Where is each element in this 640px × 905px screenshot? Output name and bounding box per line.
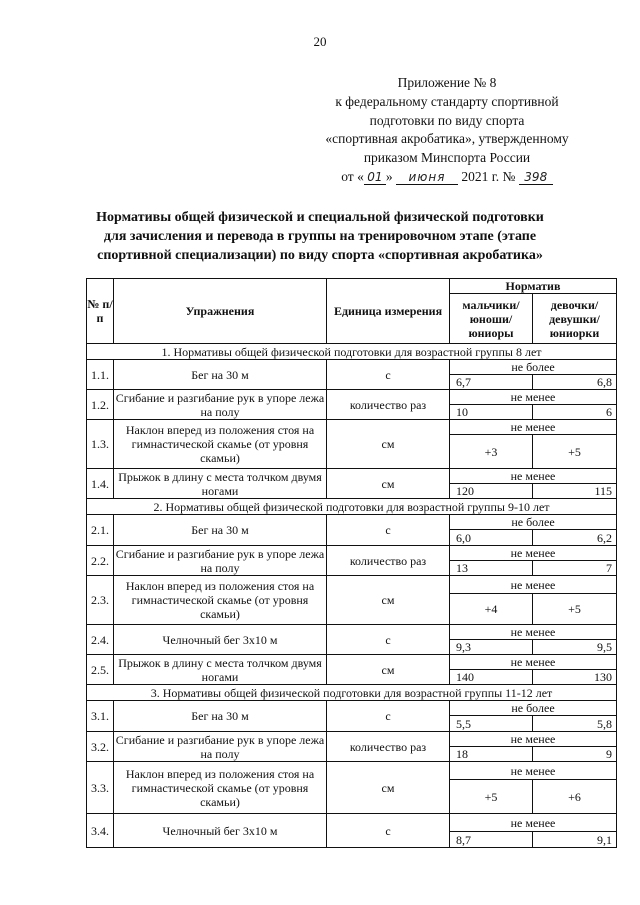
unit: с [327,625,450,655]
table-row [87,732,617,747]
value-girls: 115 [533,484,617,499]
norm-condition: не менее [450,469,617,484]
norm-condition: не менее [450,576,617,594]
norms-table [86,278,617,848]
row-number: 2.2. [87,546,114,576]
date-prefix: от « [341,168,364,184]
exercise-name: Наклон вперед из положения стоя на гимнастической скамье (от уровня скамьи) [114,762,327,814]
exercise-name: Наклон вперед из положения стоя на гимнастической скамье (от уровня скамьи) [114,420,327,469]
table-row [87,625,617,640]
page-number: 20 [313,34,327,49]
norm-condition: не менее [450,762,617,780]
table-row [87,814,617,832]
unit: см [327,469,450,499]
value-boys: 5,5 [450,716,533,732]
value-boys: +5 [450,780,533,814]
norm-condition: не менее [450,655,617,670]
norm-condition: не менее [450,420,617,435]
value-boys: +4 [450,594,533,625]
value-girls: 5,8 [533,716,617,732]
value-boys: 8,7 [450,832,533,848]
value-boys: 140 [450,670,533,685]
norm-condition: не более [450,701,617,716]
value-boys: 6,7 [450,375,533,390]
norm-condition: не менее [450,732,617,747]
exercise-name: Бег на 30 м [114,515,327,546]
norm-condition: не более [450,515,617,530]
value-boys: 6,0 [450,530,533,546]
unit: с [327,814,450,848]
norm-condition: не менее [450,390,617,405]
order-date-line [312,168,582,187]
table-row [87,390,617,405]
row-number: 3.3. [87,762,114,814]
section-title: 1. Нормативы общей физической подготовки для возрастной группы 8 лет [87,344,617,360]
exercise-name: Наклон вперед из положения стоя на гимнастической скамье (от уровня скамьи) [114,576,327,625]
unit: количество раз [327,390,450,420]
exercise-name: Прыжок в длину с места толчком двумя ногами [114,655,327,685]
table-row [87,546,617,561]
exercise-name: Прыжок в длину с места толчком двумя ногами [114,469,327,499]
unit: см [327,655,450,685]
appendix-line-5: приказом Минспорта России [363,150,531,166]
header-norm: Норматив [450,279,617,294]
header-boys: мальчики/ юноши/ юниоры [450,294,533,344]
unit: с [327,701,450,732]
norm-condition: не менее [450,814,617,832]
norm-condition: не менее [450,625,617,640]
date-month-handwritten: июня [396,170,458,185]
appendix-header [312,74,582,187]
appendix-line-1: Приложение № 8 [397,75,497,90]
row-number: 3.2. [87,732,114,762]
table-row [87,701,617,716]
unit: количество раз [327,732,450,762]
row-number: 2.3. [87,576,114,625]
value-girls: 7 [533,561,617,576]
exercise-name: Сгибание и разгибание рук в упоре лежа на полу [114,732,327,762]
unit: см [327,762,450,814]
value-girls: +5 [533,435,617,469]
value-girls: +5 [533,594,617,625]
row-number: 1.3. [87,420,114,469]
row-number: 1.2. [87,390,114,420]
value-girls: 6,8 [533,375,617,390]
date-day-handwritten: 01 [364,170,386,185]
order-number-handwritten: 398 [519,170,553,185]
value-boys: 9,3 [450,640,533,655]
exercise-name: Бег на 30 м [114,701,327,732]
header-num: № п/п [87,279,114,344]
table-row [87,420,617,435]
value-girls: 9 [533,747,617,762]
section-title: 2. Нормативы общей физической подготовки для возрастной группы 9-10 лет [87,499,617,515]
norms-table-body [87,344,617,848]
value-boys: 18 [450,747,533,762]
title-line-3: спортивной специализации) по виду спорта «спортивная акробатика» [97,248,543,263]
unit: с [327,360,450,390]
appendix-line-3: подготовки по виду спорта [369,112,525,128]
norm-condition: не более [450,360,617,375]
table-row [87,515,617,530]
table-row [87,576,617,594]
value-boys: +3 [450,435,533,469]
exercise-name: Челночный бег 3х10 м [114,625,327,655]
value-girls: 130 [533,670,617,685]
unit: с [327,515,450,546]
table-row [87,762,617,780]
value-girls: 9,1 [533,832,617,848]
norm-condition: не менее [450,546,617,561]
unit: см [327,420,450,469]
exercise-name: Челночный бег 3х10 м [114,814,327,848]
date-mid: » [385,168,393,184]
value-boys: 13 [450,561,533,576]
header-exercise: Упражнения [114,279,327,344]
row-number: 1.1. [87,360,114,390]
value-girls: 9,5 [533,640,617,655]
row-number: 2.4. [87,625,114,655]
table-row [87,469,617,484]
exercise-name: Сгибание и разгибание рук в упоре лежа на полу [114,546,327,576]
value-girls: 6 [533,405,617,420]
row-number: 2.1. [87,515,114,546]
title-line-1: Нормативы общей физической и специальной физической подготовки [96,210,544,225]
table-row [87,655,617,670]
title-line-2: для зачисления и перевода в группы на тренировочном этапе (этапе [103,229,537,244]
exercise-name: Бег на 30 м [114,360,327,390]
appendix-line-4: «спортивная акробатика», утвержденному [325,131,569,147]
value-boys: 120 [450,484,533,499]
value-girls: 6,2 [533,530,617,546]
section-title: 3. Нормативы общей физической подготовки для возрастной группы 11-12 лет [87,685,617,701]
value-boys: 10 [450,405,533,420]
date-year: 2021 г. № [461,168,516,184]
header-girls: девочки/ девушки/ юниорки [533,294,617,344]
document-title [40,208,600,265]
header-unit: Единица измерения [327,279,450,344]
appendix-line-2: к федеральному стандарту спортивной [335,93,559,109]
value-girls: +6 [533,780,617,814]
row-number: 3.4. [87,814,114,848]
row-number: 2.5. [87,655,114,685]
unit: количество раз [327,546,450,576]
exercise-name: Сгибание и разгибание рук в упоре лежа на полу [114,390,327,420]
table-row [87,360,617,375]
unit: см [327,576,450,625]
row-number: 3.1. [87,701,114,732]
row-number: 1.4. [87,469,114,499]
